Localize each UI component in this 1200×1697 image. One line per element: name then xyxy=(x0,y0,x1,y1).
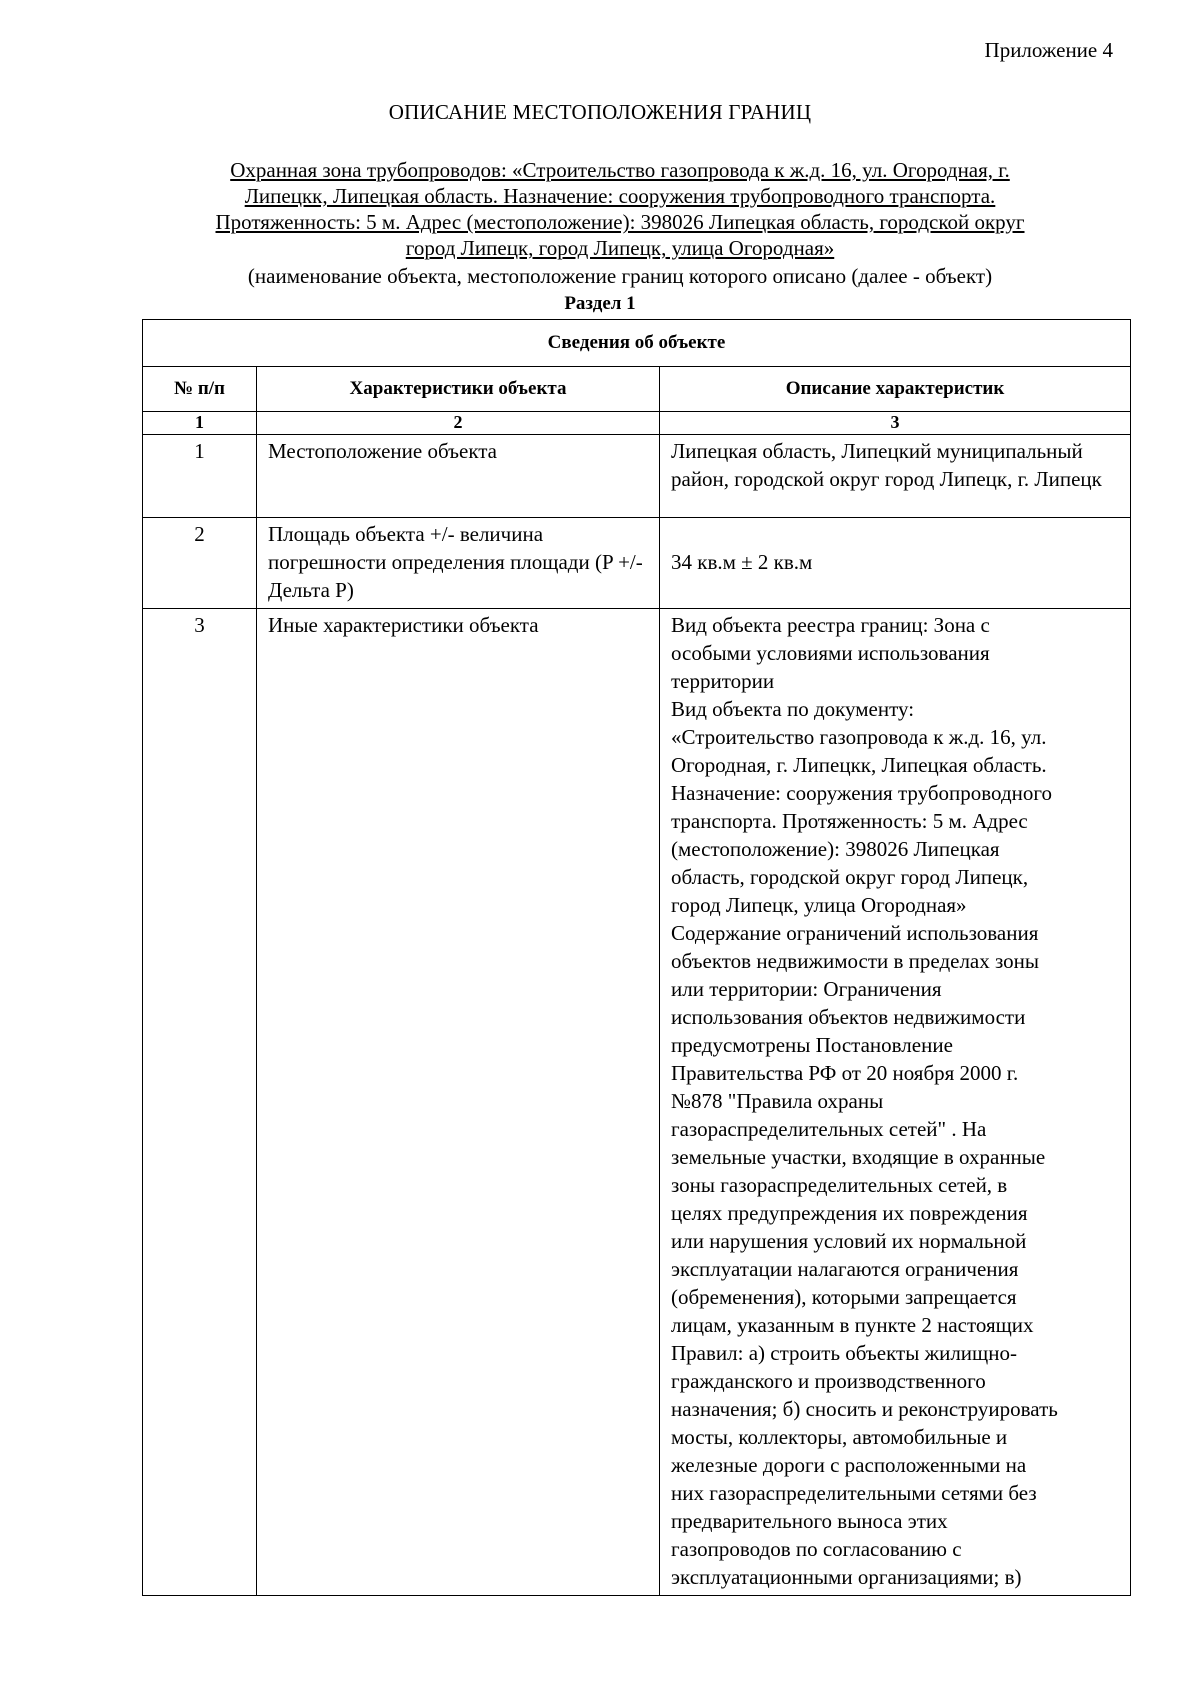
description-line: мосты, коллекторы, автомобильные и xyxy=(671,1425,1008,1449)
object-info-table xyxy=(142,319,1131,1596)
column-header-characteristic: Характеристики объекта xyxy=(257,367,660,412)
description-line: территории xyxy=(671,669,775,693)
table-row xyxy=(143,609,1131,1596)
row-characteristic: Местоположение объекта xyxy=(257,435,660,518)
description-line: (обременения), которыми запрещается xyxy=(671,1285,1017,1309)
column-number: 2 xyxy=(257,412,660,435)
description-line: Вид объекта реестра границ: Зона с xyxy=(671,613,990,637)
object-name-line: Протяженность: 5 м. Адрес (местоположение): 398026 Липецкая область, городской округ xyxy=(215,210,1025,234)
description-line: предусмотрены Постановление xyxy=(671,1033,953,1057)
object-caption: (наименование объекта, местоположение границ которого описано (далее - объект) xyxy=(247,264,993,288)
description-line: эксплуатационными организациями; в) xyxy=(671,1565,1022,1589)
description-line: (местоположение): 398026 Липецкая xyxy=(671,837,1000,861)
table-row xyxy=(143,435,1131,518)
row-description-long xyxy=(660,609,1131,1596)
description-line: или территории: Ограничения xyxy=(671,977,942,1001)
description-line: Правительства РФ от 20 ноября 2000 г. xyxy=(671,1061,1019,1085)
description-line: «Строительство газопровода к ж.д. 16, ул. xyxy=(671,725,1047,749)
object-name-line: город Липецк, город Липецк, улица Огородная» xyxy=(405,236,835,260)
description-line: зоны газораспределительных сетей, в xyxy=(671,1173,1008,1197)
row-description: 34 кв.м ± 2 кв.м xyxy=(660,518,1131,609)
column-number: 3 xyxy=(660,412,1131,435)
description-line: или нарушения условий их нормальной xyxy=(671,1229,1027,1253)
description-line: №878 "Правила охраны xyxy=(671,1089,884,1113)
description-line: железные дороги с расположенными на xyxy=(671,1453,1027,1477)
object-name xyxy=(150,157,1090,261)
description-line: газораспределительных сетей" . На xyxy=(671,1117,987,1141)
object-name-line: Липецкк, Липецкая область. Назначение: сооружения трубопроводного транспорта. xyxy=(244,184,996,208)
description-line: гражданского и производственного xyxy=(671,1369,986,1393)
row-characteristic: Площадь объекта +/- величина погрешности определения площади (P +/- Дельта P) xyxy=(257,518,660,609)
object-name-line: Охранная зона трубопроводов: «Строительство газопровода к ж.д. 16, ул. Огородная, г. xyxy=(230,158,1010,182)
row-number: 3 xyxy=(143,609,257,1596)
description-line: назначения; б) сносить и реконструировать xyxy=(671,1397,1058,1421)
description-line: объектов недвижимости в пределах зоны xyxy=(671,949,1040,973)
description-line: область, городской округ город Липецк, xyxy=(671,865,1029,889)
description-line: Вид объекта по документу: xyxy=(671,697,915,721)
column-header-number: № п/п xyxy=(143,367,257,412)
description-line: них газораспределительными сетями без xyxy=(671,1481,1037,1505)
description-line: транспорта. Протяженность: 5 м. Адрес xyxy=(671,809,1028,833)
table-caption-row xyxy=(143,320,1131,367)
description-line: Содержание ограничений использования xyxy=(671,921,1039,945)
column-number: 1 xyxy=(143,412,257,435)
row-description: Липецкая область, Липецкий муниципальный район, городской округ город Липецк, г. Липецк xyxy=(660,435,1131,518)
description-line: лицам, указанным в пункте 2 настоящих xyxy=(671,1313,1034,1337)
column-number-row xyxy=(143,412,1131,435)
table-row xyxy=(143,518,1131,609)
description-line: предварительного выноса этих xyxy=(671,1509,948,1533)
description-line: эксплуатации налагаются ограничения xyxy=(671,1257,1019,1281)
description-line: газопроводов по согласованию с xyxy=(671,1537,962,1561)
row-characteristic: Иные характеристики объекта xyxy=(257,609,660,1596)
description-line: целях предупреждения их повреждения xyxy=(671,1201,1028,1225)
column-header-description: Описание характеристик xyxy=(660,367,1131,412)
description-line: использования объектов недвижимости xyxy=(671,1005,1026,1029)
description-line: Правил: а) строить объекты жилищно- xyxy=(671,1341,1017,1365)
description-line: Назначение: сооружения трубопроводного xyxy=(671,781,1052,805)
description-line: город Липецк, улица Огородная» xyxy=(671,893,967,917)
row-number: 2 xyxy=(143,518,257,609)
table-header-row xyxy=(143,367,1131,412)
appendix-label: Приложение 4 xyxy=(984,38,1113,62)
document-title: ОПИСАНИЕ МЕСТОПОЛОЖЕНИЯ ГРАНИЦ xyxy=(388,100,812,124)
section-title: Раздел 1 xyxy=(564,293,636,314)
description-line: земельные участки, входящие в охранные xyxy=(671,1145,1046,1169)
description-line: особыми условиями использования xyxy=(671,641,990,665)
row-number: 1 xyxy=(143,435,257,518)
description-line: Огородная, г. Липецкк, Липецкая область. xyxy=(671,753,1047,777)
table-caption: Сведения об объекте xyxy=(143,320,1131,367)
